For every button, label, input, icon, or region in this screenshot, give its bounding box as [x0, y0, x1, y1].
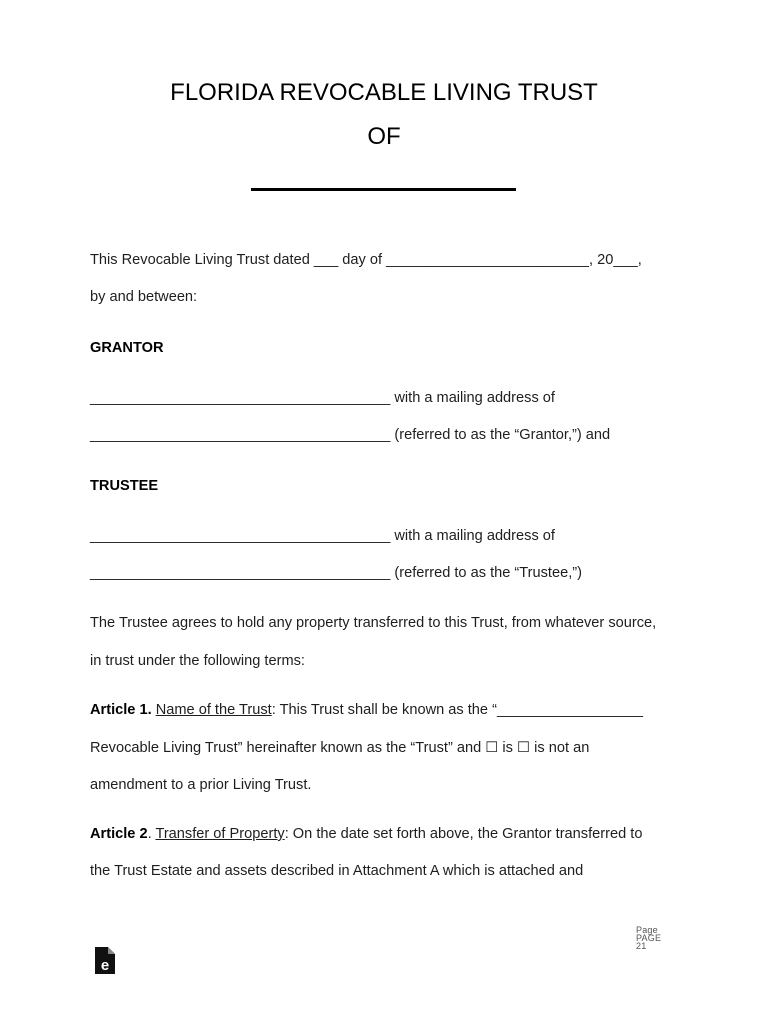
document-title: FLORIDA REVOCABLE LIVING TRUST [170, 79, 598, 106]
eforms-logo-icon [95, 947, 115, 974]
article-1-text-1: : This Trust shall be known as the “__________________ [271, 702, 644, 718]
article-2-text-1: : On the date set forth above, the Grantor transferred to [284, 826, 643, 842]
article-1-heading: Name of the Trust [155, 702, 272, 718]
document-title-of: OF [367, 123, 401, 150]
page-number-value: 21 [636, 941, 647, 951]
article-1-label: Article 1. [90, 702, 152, 718]
article-2-heading: Transfer of Property [155, 826, 285, 842]
trustee-line-1: _____________________________________ with a mailing address of [90, 528, 555, 544]
page-field-code: PAGE [636, 933, 662, 943]
intro-line-1: This Revocable Living Trust dated ___ day of _________________________, 20___, [90, 252, 642, 268]
article-1-line-2: Revocable Living Trust” hereinafter known as the “Trust” and ☐ is ☐ is not an [90, 740, 590, 756]
article-1-line-1 [90, 702, 643, 718]
grantor-line-1: _____________________________________ with a mailing address of [90, 390, 555, 406]
agreement-line-2: in trust under the following terms: [90, 653, 305, 669]
article-2-label: Article 2 [90, 826, 148, 842]
page-label: Page [636, 925, 658, 935]
trustee-line-2: _____________________________________ (referred to as the “Trustee,”) [90, 565, 582, 581]
trustee-heading: TRUSTEE [90, 478, 159, 494]
page-number [636, 926, 676, 950]
grantor-line-2: _____________________________________ (referred to as the “Grantor,”) and [90, 427, 611, 443]
article-2-line-1: Article 2. Transfer of Property: On the date set forth above, the Grantor transferred to [90, 826, 643, 842]
article-2-line-2: the Trust Estate and assets described in Attachment A which is attached and [90, 863, 584, 879]
agreement-line-1: The Trustee agrees to hold any property transferred to this Trust, from whatever source, [90, 615, 657, 631]
trust-name-blank-line [251, 188, 516, 191]
grantor-heading: GRANTOR [90, 340, 164, 356]
article-1-line-3: amendment to a prior Living Trust. [90, 777, 312, 793]
svg-text:e: e [100, 957, 110, 974]
intro-line-2: by and between: [90, 289, 198, 305]
